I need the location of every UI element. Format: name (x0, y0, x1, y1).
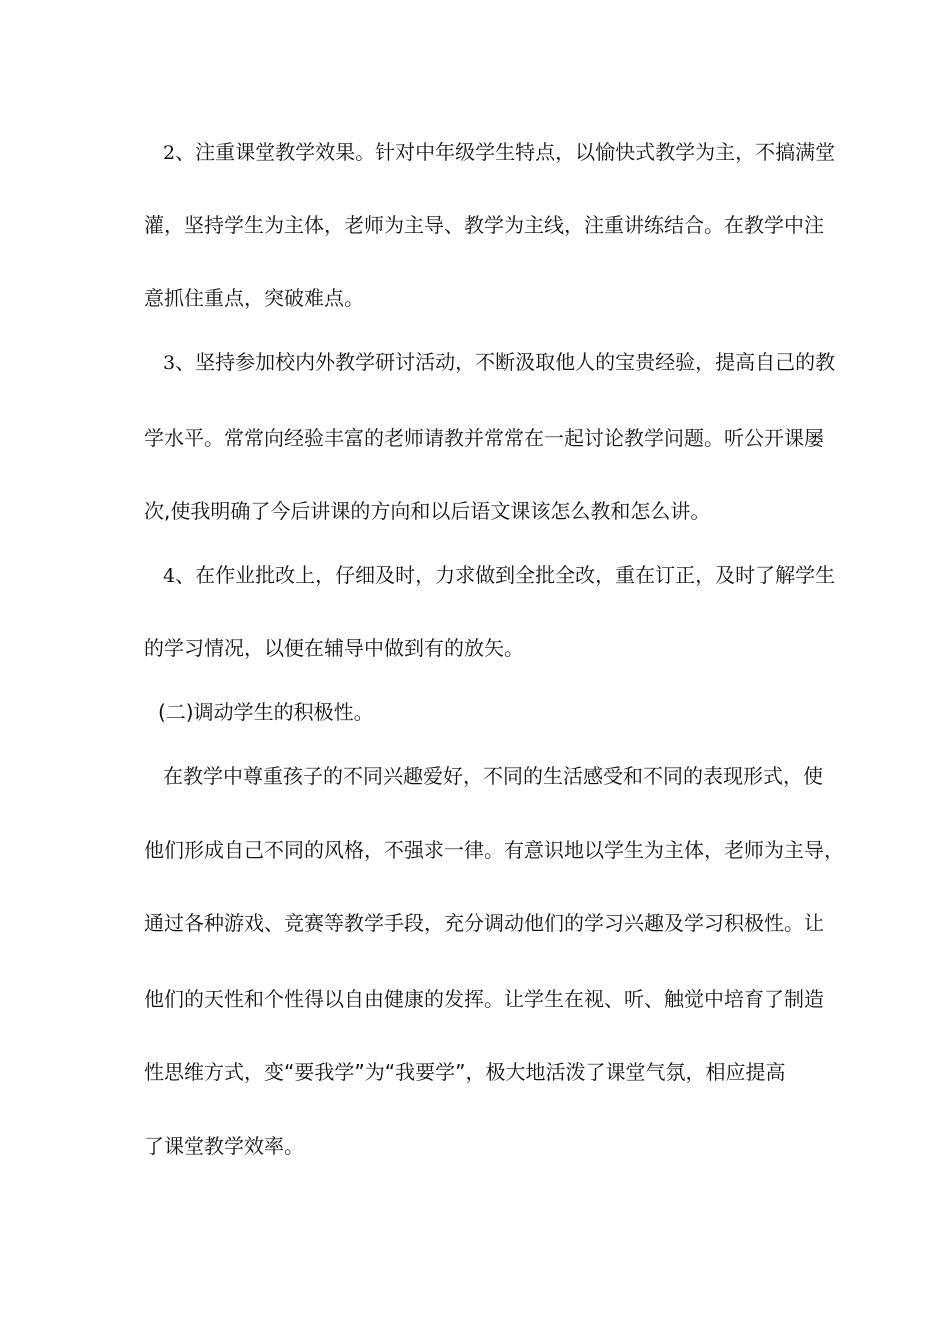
paragraph-4-line-2: 的学习情况，以便在辅导中做到有的放矢。 (144, 636, 524, 660)
paragraph-3-line-3: 次,使我明确了今后讲课的方向和以后语文课该怎么教和怎么讲。 (144, 499, 711, 523)
paragraph-number: 2 (163, 142, 176, 164)
paragraph-text: 、注重课堂教学效果。针对中年级学生特点，以愉快式教学为主，不搞满堂 (175, 140, 836, 164)
paragraph-text: 、在作业批改上，仔细及时，力求做到全批全改，重在订正，及时了解学生 (175, 563, 836, 587)
closing-paragraph-line-5: 性思维方式，变“要我学”为“我要学”，极大地活泼了课堂气氛，相应提高 (144, 1060, 786, 1084)
closing-paragraph-line-6: 了课堂教学效率。 (144, 1134, 304, 1158)
closing-paragraph-line-4: 他们的天性和个性得以自由健康的发挥。让学生在视、听、触觉中培育了制造 (144, 987, 824, 1011)
paragraph-number: 3 (163, 352, 176, 374)
paragraph-2-line-1 (163, 138, 836, 167)
paragraph-number: 4 (163, 565, 176, 587)
paragraph-text: 、坚持参加校内外教学研讨活动，不断汲取他人的宝贵经验，提高自己的教 (175, 350, 836, 374)
closing-paragraph-line-1: 在教学中尊重孩子的不同兴趣爱好，不同的生活感受和不同的表现形式，使 (163, 764, 823, 788)
closing-paragraph-line-2: 他们形成自己不同的风格，不强求一律。有意识地以学生为主体，老师为主导， (144, 838, 844, 862)
paragraph-4-line-1 (163, 561, 836, 590)
closing-paragraph-line-3: 通过各种游戏、竞赛等教学手段，充分调动他们的学习兴趣及学习积极性。让 (144, 911, 824, 935)
paragraph-2-line-3: 意抓住重点，突破难点。 (144, 286, 364, 310)
section-heading: (二)调动学生的积极性。 (158, 700, 374, 724)
paragraph-3-line-1 (163, 348, 836, 377)
paragraph-2-line-2: 灌，坚持学生为主体，老师为主导、教学为主线，注重讲练结合。在教学中注 (144, 213, 824, 237)
paragraph-3-line-2: 学水平。常常向经验丰富的老师请教并常常在一起讨论教学问题。听公开课屡 (144, 426, 824, 450)
